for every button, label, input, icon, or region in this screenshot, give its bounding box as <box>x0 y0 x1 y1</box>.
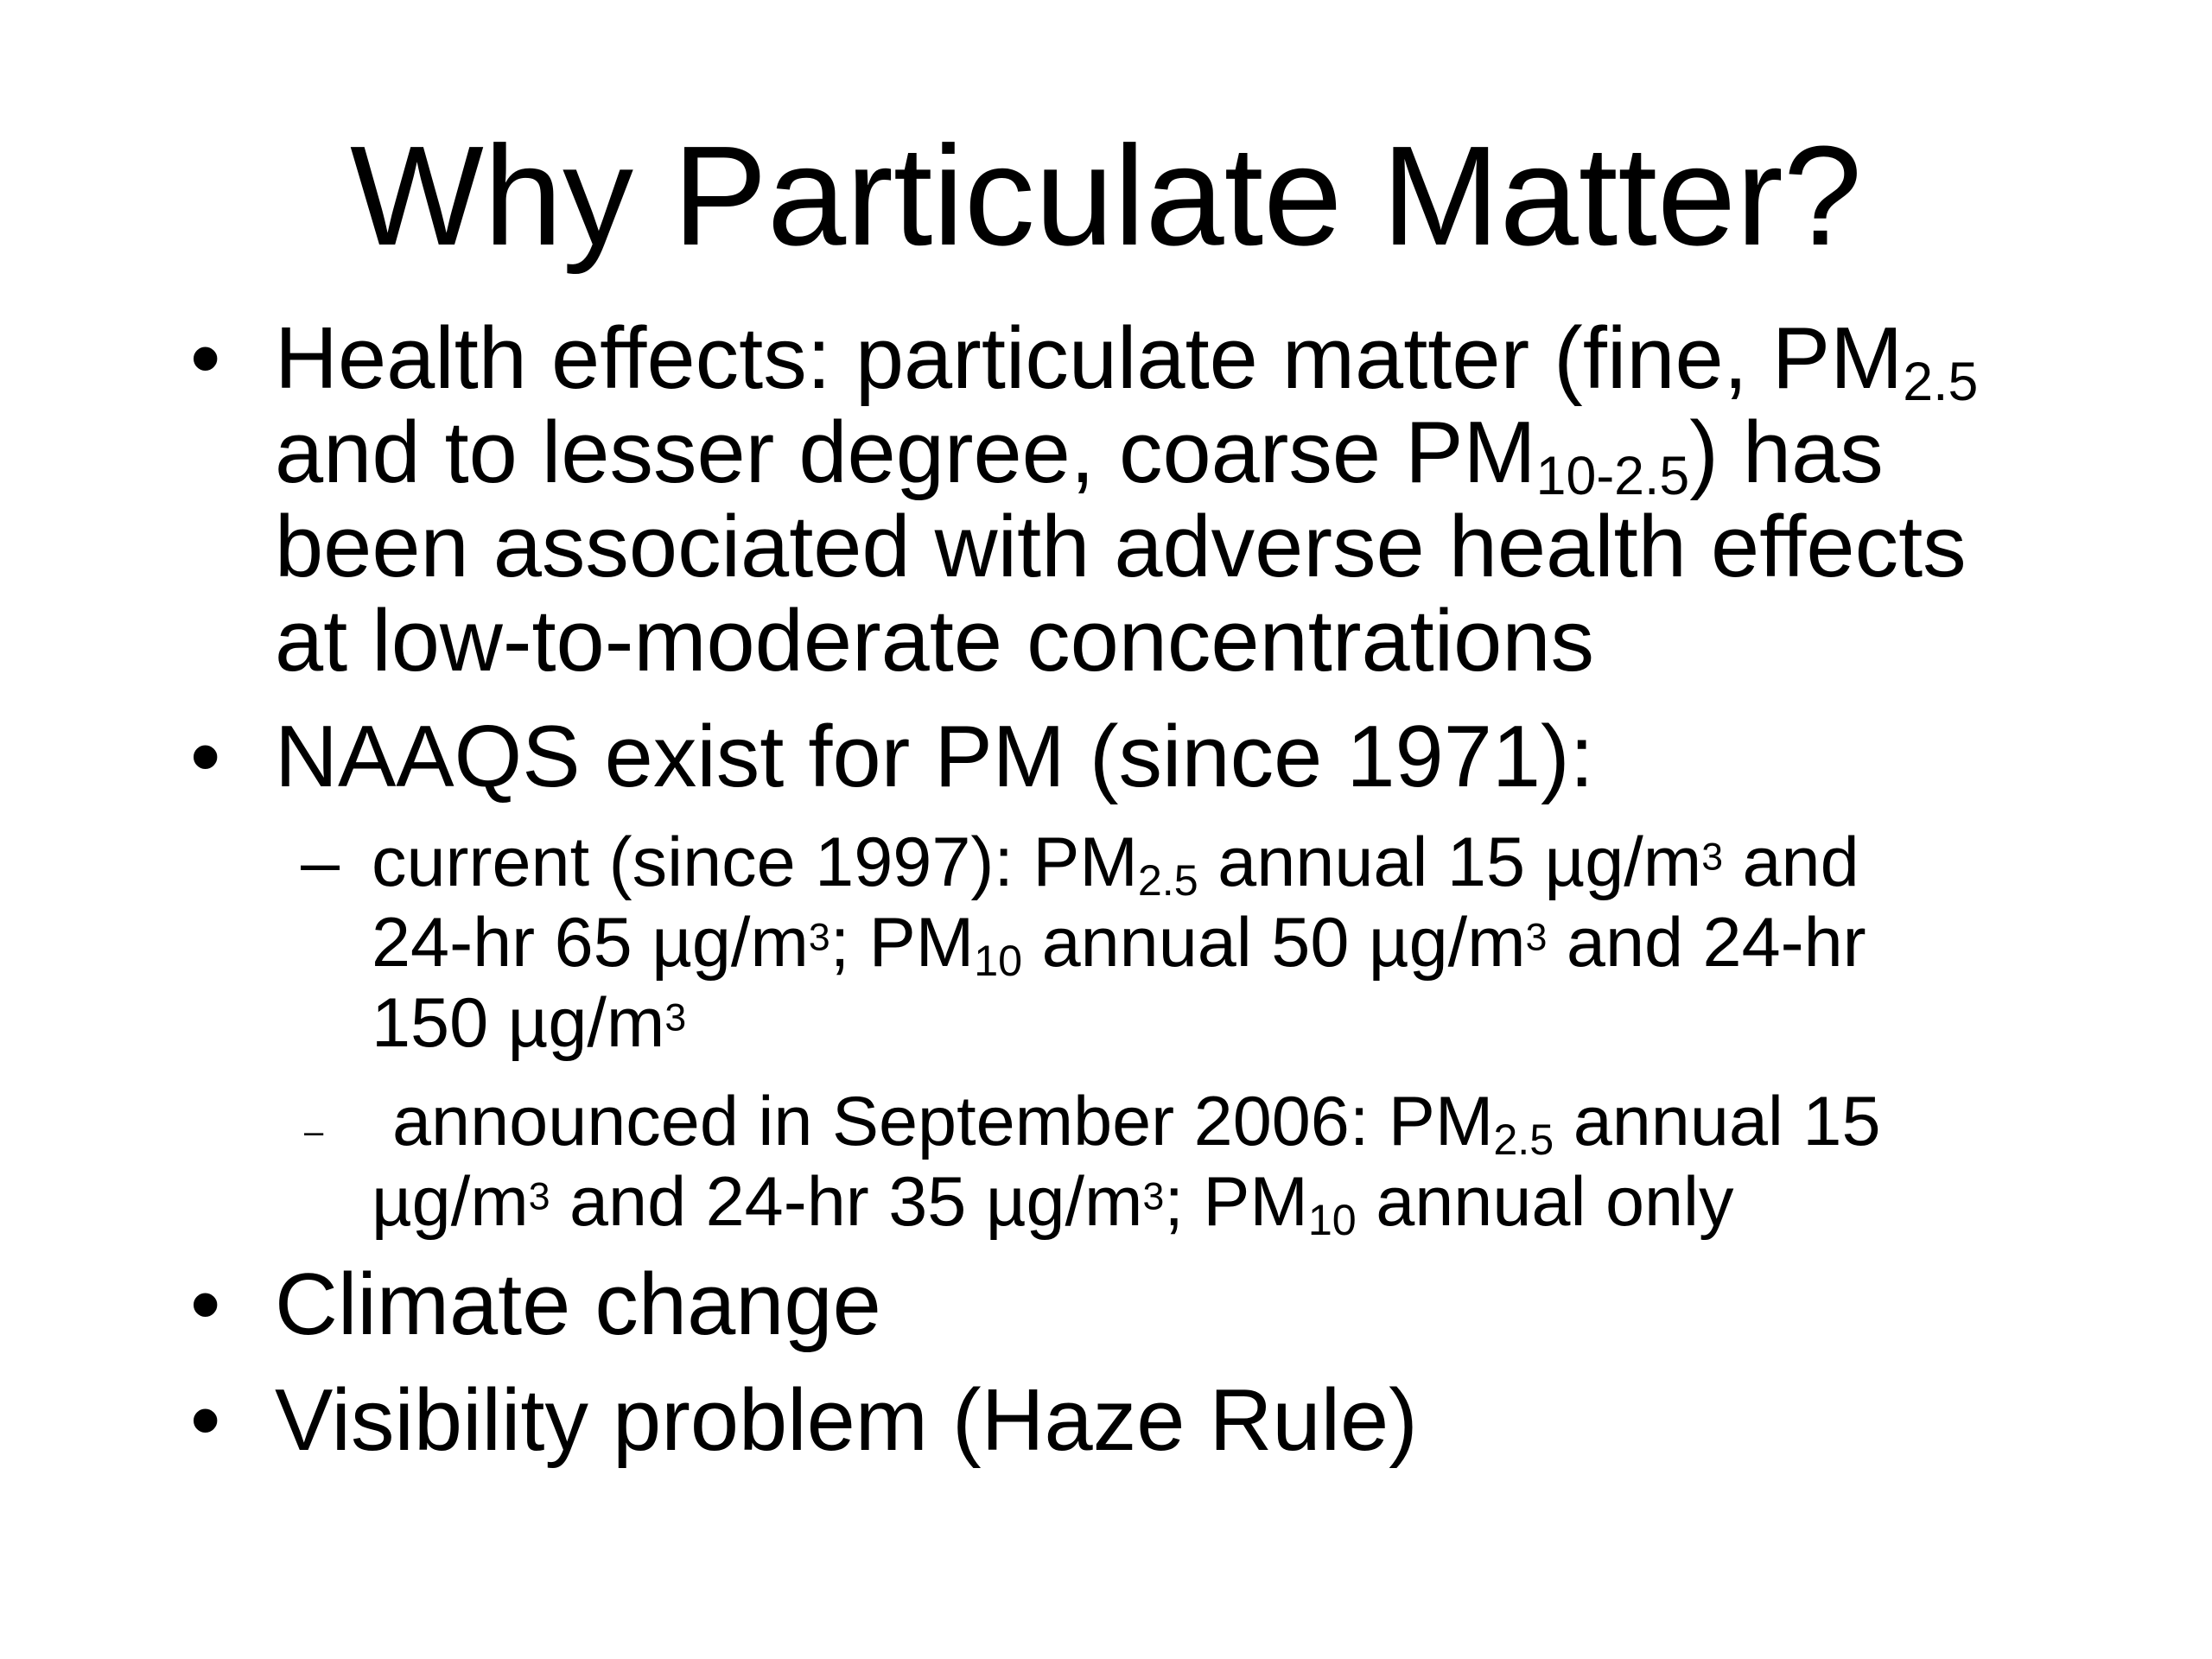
subscript: 2.5 <box>1493 1116 1554 1165</box>
text-run: Health effects: particulate matter (fine, PM <box>275 310 1904 407</box>
superscript: 3 <box>1525 916 1548 959</box>
superscript: 3 <box>808 916 830 959</box>
text-run: and to lesser degree, coarse PM <box>275 404 1536 501</box>
sub-line <box>392 1082 2039 1165</box>
text-run: ; PM <box>830 904 975 982</box>
text-run: annual 15 µg/m <box>1198 823 1702 901</box>
text-run: ; PM <box>1164 1163 1308 1241</box>
text-run: and 24-hr 35 µg/m <box>550 1163 1143 1241</box>
superscript: 3 <box>1142 1175 1165 1218</box>
bullet-line: NAAQS exist for PM (since 1971): <box>275 709 1594 805</box>
text-run: announced in September 2006: PM <box>392 1083 1494 1160</box>
text-run: 150 µg/m <box>372 984 665 1062</box>
sub-line <box>372 1162 2039 1243</box>
bullet-marker: • <box>190 1372 221 1469</box>
bullet-line: been associated with adverse health effects <box>275 499 1967 595</box>
bullet-marker: • <box>190 709 221 805</box>
bullet-marker: • <box>190 310 221 407</box>
bullet-line <box>275 310 2037 412</box>
text-run: annual 15 <box>1554 1083 1881 1160</box>
subscript: 2.5 <box>1137 856 1198 906</box>
bullet-naaqs <box>190 709 2037 805</box>
text-run: annual 50 µg/m <box>1022 904 1526 982</box>
text-run: current (since 1997): PM <box>372 823 1138 901</box>
bullet-line: Climate change <box>275 1256 881 1353</box>
text-run: 24-hr 65 µg/m <box>372 904 809 982</box>
superscript: 3 <box>1701 836 1723 879</box>
subscript: 10 <box>1307 1196 1357 1245</box>
bullet-line: at low-to-moderate concentrations <box>275 593 1594 690</box>
text-run: µg/m <box>372 1163 529 1241</box>
bullet-marker: • <box>190 1256 221 1353</box>
sub-bullet-marker: – <box>304 1113 324 1151</box>
bullet-visibility <box>190 1372 2037 1469</box>
superscript: 3 <box>664 996 687 1039</box>
bullet-climate-change <box>190 1256 2037 1353</box>
superscript: 3 <box>528 1175 550 1218</box>
sub-line <box>372 983 2039 1064</box>
bullet-health-effects <box>190 310 2037 690</box>
bullet-line <box>275 404 2037 506</box>
sub-bullet-current-standard <box>301 823 2039 1064</box>
slide-title: Why Particulate Matter? <box>350 117 1862 275</box>
subscript: 10-2.5 <box>1535 445 1690 506</box>
subscript: 2.5 <box>1903 351 1979 412</box>
sub-bullet-2006-standard <box>304 1082 2039 1245</box>
bullet-line: Visibility problem (Haze Rule) <box>275 1372 1418 1469</box>
sub-line <box>372 903 2039 986</box>
subscript: 10 <box>974 937 1023 986</box>
sub-line <box>372 823 2039 906</box>
text-run: and 24-hr <box>1547 904 1866 982</box>
text-run: and <box>1723 823 1859 901</box>
sub-bullet-marker: – <box>301 823 340 901</box>
text-run: annual only <box>1356 1163 1734 1241</box>
text-run: ) has <box>1689 404 1884 501</box>
